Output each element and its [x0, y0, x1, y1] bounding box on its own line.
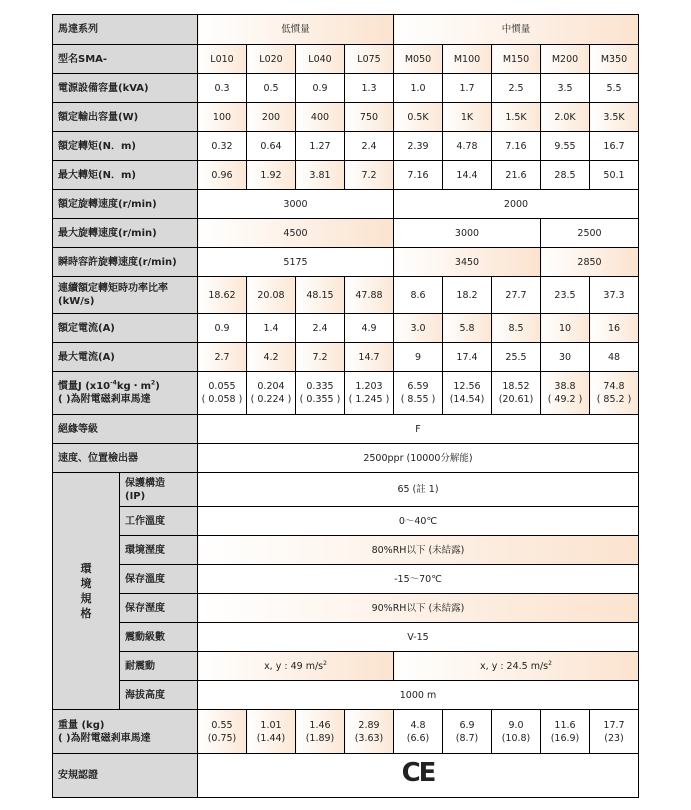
row-label: 電源設備容量(kVA) [53, 74, 198, 103]
value-cell: 8.6 [394, 277, 443, 314]
model-label: 型名SMA- [53, 45, 198, 74]
value-cell: 65 (註 1) [198, 473, 639, 507]
model-cell: M350 [590, 45, 639, 74]
value-cell: 2.4 [296, 314, 345, 343]
value-cell: 16.7 [590, 132, 639, 161]
value-cell: 27.7 [492, 277, 541, 314]
weight-row [53, 710, 639, 754]
value-cell: 16 [590, 314, 639, 343]
value-cell: 9 [394, 343, 443, 372]
value-cell: 0.9 [296, 74, 345, 103]
value-cell: 7.16 [492, 132, 541, 161]
value-cell: 1.3 [345, 74, 394, 103]
value-cell: 2500ppr (10000分解能) [198, 444, 639, 473]
row-label: 額定轉矩(N．m) [53, 132, 198, 161]
value-cell: 80%RH以下 (未結露) [198, 536, 639, 565]
power-rate-row [53, 277, 639, 314]
value-cell: 1.7 [443, 74, 492, 103]
value-cell: 11.6 (16.9) [541, 710, 590, 754]
row-label: 保存溫度 [120, 565, 198, 594]
value-cell: 3.5K [590, 103, 639, 132]
value-cell: 0～40℃ [198, 507, 639, 536]
motor-spec-table [52, 14, 639, 798]
value-cell: 0.32 [198, 132, 247, 161]
row-label-line: (kW/s) [58, 296, 95, 307]
value-cell: 90%RH以下 (未結露) [198, 594, 639, 623]
row-label [53, 372, 198, 415]
value-cell: 3450 [394, 248, 541, 277]
instant-speed-row [53, 248, 639, 277]
value-cell: 28.5 [541, 161, 590, 190]
value-cell: 0.9 [198, 314, 247, 343]
row-label: 絕緣等級 [53, 415, 198, 444]
storage-humidity-row [53, 594, 639, 623]
value-cell: 7.2 [296, 343, 345, 372]
ambient-humidity-row [53, 536, 639, 565]
value-cell: 3000 [394, 219, 541, 248]
value-cell: 48 [590, 343, 639, 372]
mid-inertia-header: 中慣量 [394, 15, 639, 45]
value-cell: 0.96 [198, 161, 247, 190]
row-label-line: 慣量J ($x10^{-4}kg$・$m^2$) [58, 379, 160, 392]
value-cell: 200 [247, 103, 296, 132]
row-label: 海拔高度 [120, 681, 198, 710]
value-cell: 1000 m [198, 681, 639, 710]
model-cell: L010 [198, 45, 247, 74]
value-cell: 1.92 [247, 161, 296, 190]
series-row [53, 15, 639, 45]
value-cell: 47.88 [345, 277, 394, 314]
value-cell: 18.52 (20.61) [492, 372, 541, 415]
safety-row [53, 754, 639, 798]
value-cell: 37.3 [590, 277, 639, 314]
rated-torque-row [53, 132, 639, 161]
value-cell: 6.59 ( 8.55 ) [394, 372, 443, 415]
value-cell: 48.15 [296, 277, 345, 314]
value-cell: 38.8 ( 49.2 ) [541, 372, 590, 415]
row-label: 最大旋轉速度(r/min) [53, 219, 198, 248]
value-cell: 25.5 [492, 343, 541, 372]
storage-temp-row [53, 565, 639, 594]
value-cell: 1.01 (1.44) [247, 710, 296, 754]
value-cell: 5175 [198, 248, 394, 277]
insulation-row [53, 415, 639, 444]
value-cell: 1.203 ( 1.245 ) [345, 372, 394, 415]
value-cell: 4.8 (6.6) [394, 710, 443, 754]
value-cell: x, y : 24.5 $m/s^2$ [394, 652, 639, 681]
row-label: 瞬時容許旋轉速度(r/min) [53, 248, 198, 277]
value-cell: 6.9 (8.7) [443, 710, 492, 754]
value-cell: -15～70℃ [198, 565, 639, 594]
model-cell: M050 [394, 45, 443, 74]
row-label [53, 277, 198, 314]
value-cell: 0.55 (0.75) [198, 710, 247, 754]
row-label: 額定輸出容量(W) [53, 103, 198, 132]
model-cell: L040 [296, 45, 345, 74]
value-cell: 2.5 [492, 74, 541, 103]
low-inertia-header: 低慣量 [198, 15, 394, 45]
model-cell: L020 [247, 45, 296, 74]
altitude-row [53, 681, 639, 710]
value-cell: 2.89 (3.63) [345, 710, 394, 754]
operating-temp-row [53, 507, 639, 536]
max-speed-row [53, 219, 639, 248]
value-cell: 1.5K [492, 103, 541, 132]
value-cell: 18.2 [443, 277, 492, 314]
series-label: 馬達系列 [53, 15, 198, 45]
value-cell: 1.46 (1.89) [296, 710, 345, 754]
value-cell: 4500 [198, 219, 394, 248]
value-cell: 23.5 [541, 277, 590, 314]
value-cell: 8.5 [492, 314, 541, 343]
row-label: 安規認證 [53, 754, 198, 798]
model-row [53, 45, 639, 74]
value-cell: 14.7 [345, 343, 394, 372]
row-label: 額定旋轉速度(r/min) [53, 190, 198, 219]
value-cell: 21.6 [492, 161, 541, 190]
row-label: 耐震動 [120, 652, 198, 681]
value-cell: 0.335 ( 0.355 ) [296, 372, 345, 415]
value-cell: 4.9 [345, 314, 394, 343]
row-label: 環境溼度 [120, 536, 198, 565]
protection-row [53, 473, 639, 507]
value-cell: 400 [296, 103, 345, 132]
value-cell: 100 [198, 103, 247, 132]
value-cell: 20.08 [247, 277, 296, 314]
value-cell: 9.0 (10.8) [492, 710, 541, 754]
environment-group-label: 環 境 規 格 [53, 473, 120, 710]
value-cell: 17.4 [443, 343, 492, 372]
value-cell: 5.5 [590, 74, 639, 103]
model-cell: M100 [443, 45, 492, 74]
value-cell: x, y : 49 $m/s^2$ [198, 652, 394, 681]
rated-current-row [53, 314, 639, 343]
row-label: 保護構造 (IP) [120, 473, 198, 507]
value-cell: 7.2 [345, 161, 394, 190]
value-cell: 750 [345, 103, 394, 132]
value-cell: 2.0K [541, 103, 590, 132]
max-torque-row [53, 161, 639, 190]
value-cell: 0.5 [247, 74, 296, 103]
value-cell: 2000 [394, 190, 639, 219]
value-cell: 3.5 [541, 74, 590, 103]
value-cell: 3.0 [394, 314, 443, 343]
ce-mark-icon: CE [198, 754, 639, 798]
value-cell: 1.4 [247, 314, 296, 343]
value-cell: 3000 [198, 190, 394, 219]
inertia-row [53, 372, 639, 415]
model-cell: M200 [541, 45, 590, 74]
value-cell: 5.8 [443, 314, 492, 343]
row-label: 重量 (kg) ( )為附電磁剎車馬達 [53, 710, 198, 754]
value-cell: 74.8 ( 85.2 ) [590, 372, 639, 415]
value-cell: 2.39 [394, 132, 443, 161]
value-cell: 50.1 [590, 161, 639, 190]
value-cell: 2.7 [198, 343, 247, 372]
value-cell: 17.7 (23) [590, 710, 639, 754]
max-current-row [53, 343, 639, 372]
value-cell: 2500 [541, 219, 639, 248]
row-label: 速度、位置檢出器 [53, 444, 198, 473]
row-label: 額定電流(A) [53, 314, 198, 343]
encoder-row [53, 444, 639, 473]
value-cell: 1K [443, 103, 492, 132]
value-cell: 1.0 [394, 74, 443, 103]
row-label: 最大電流(A) [53, 343, 198, 372]
model-cell: L075 [345, 45, 394, 74]
value-cell: 4.2 [247, 343, 296, 372]
vibration-resist-row [53, 652, 639, 681]
value-cell: 30 [541, 343, 590, 372]
row-label-line: 連續額定轉矩時功率比率 [58, 283, 168, 294]
rated-speed-row [53, 190, 639, 219]
value-cell: 9.55 [541, 132, 590, 161]
value-cell: 2.4 [345, 132, 394, 161]
value-cell: F [198, 415, 639, 444]
row-label: 震動級數 [120, 623, 198, 652]
value-cell: 2850 [541, 248, 639, 277]
model-cell: M150 [492, 45, 541, 74]
value-cell: 0.055 ( 0.058 ) [198, 372, 247, 415]
value-cell: 18.62 [198, 277, 247, 314]
row-label: 工作溫度 [120, 507, 198, 536]
value-cell: 14.4 [443, 161, 492, 190]
row-label: 保存溼度 [120, 594, 198, 623]
power-capacity-row [53, 74, 639, 103]
value-cell: 7.16 [394, 161, 443, 190]
value-cell: 4.78 [443, 132, 492, 161]
value-cell: 0.64 [247, 132, 296, 161]
value-cell: 0.3 [198, 74, 247, 103]
value-cell: 12.56 (14.54) [443, 372, 492, 415]
value-cell: 0.204 ( 0.224 ) [247, 372, 296, 415]
value-cell: 3.81 [296, 161, 345, 190]
row-label-line: ( )為附電磁剎車馬達 [58, 394, 151, 405]
rated-output-row [53, 103, 639, 132]
vibration-grade-row [53, 623, 639, 652]
value-cell: 10 [541, 314, 590, 343]
value-cell: 1.27 [296, 132, 345, 161]
value-cell: 0.5K [394, 103, 443, 132]
value-cell: V-15 [198, 623, 639, 652]
row-label: 最大轉矩(N．m) [53, 161, 198, 190]
